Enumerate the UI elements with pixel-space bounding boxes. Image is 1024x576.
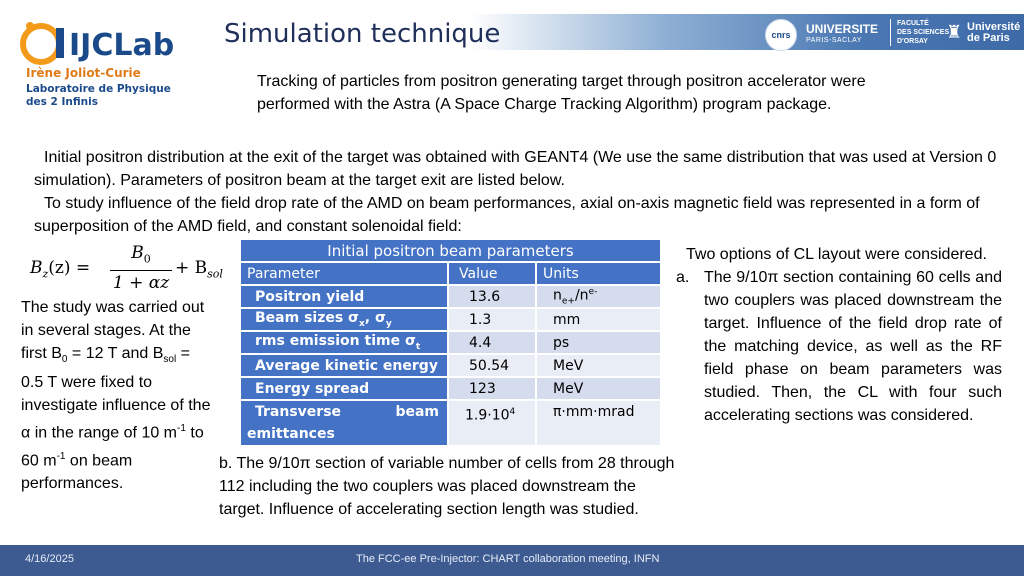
option-b-paragraph: b. The 9/10π section of variable number of cells from 28 through 112 including the two couplers was placed downstream the target. Influence of accelerating section length was studied. xyxy=(219,455,675,518)
header-parameter: Parameter xyxy=(241,262,448,285)
option-a-label: a. xyxy=(676,269,690,286)
unit-cell: MeV xyxy=(536,354,661,377)
param-cell: Energy spread xyxy=(241,377,448,400)
fac-line3: D'ORSAY xyxy=(897,38,928,45)
logo-line1: Irène Joliot-Curie xyxy=(26,66,141,80)
layout-options-paragraph xyxy=(676,243,1002,427)
options-intro: Two options of CL layout were considered. xyxy=(686,246,987,263)
value-cell: 13.6 xyxy=(448,285,536,308)
value-cell: $1.9\cdot 10^4$ xyxy=(448,400,536,446)
universite-de-paris-logo xyxy=(967,22,1020,44)
body-paragraphs xyxy=(36,146,1021,238)
table-row xyxy=(241,331,661,354)
table-row xyxy=(241,400,661,446)
footer-date: 4/16/2025 xyxy=(25,553,74,565)
logo-line2: Laboratoire de Physique xyxy=(26,83,171,95)
unit-cell: MeV xyxy=(536,377,661,400)
fac-line1: FACULTÉ xyxy=(897,20,929,27)
table-row xyxy=(241,354,661,377)
universite-de-paris-icon: ♜ xyxy=(946,22,963,42)
footer-title: The FCC-ee Pre-Injector: CHART collaboration meeting, INFN xyxy=(356,553,660,565)
param-cell: Positron yield xyxy=(241,285,448,308)
cnrs-logo: cnrs xyxy=(765,19,797,51)
table-row xyxy=(241,308,661,331)
field-formula xyxy=(30,242,235,294)
param-cell: Average kinetic energy xyxy=(241,354,448,377)
formula-fraction: $B_0$ 1 + αz xyxy=(110,242,172,295)
ijclab-logo xyxy=(14,14,179,124)
table-caption-row xyxy=(241,240,661,262)
page-title: Simulation technique xyxy=(224,19,501,49)
logo-line3: des 2 Infinis xyxy=(26,96,98,108)
param-cell: rms emission time $\sigma_t$ xyxy=(241,331,448,354)
ups-sub: PARIS-SACLAY xyxy=(806,37,862,44)
faculte-logo xyxy=(890,19,949,46)
value-cell: 4.4 xyxy=(448,331,536,354)
table-caption: Initial positron beam parameters xyxy=(241,240,661,262)
param-cell: Beam sizes $\sigma_x$, $\sigma_y$ xyxy=(241,308,448,331)
paragraph-distribution: Initial positron distribution at the exit of the target was obtained with GEANT4 (We use the same distribution that was used at Version 0 simulation). Parameters of positron beam at the target exit are listed below. xyxy=(34,149,997,189)
value-cell: 123 xyxy=(448,377,536,400)
stages-paragraph: The study was carried out in several stages. At the first $B_0 = 12$ T and $B_{sol} = 0.5$ T were fixed to investigate influence of the α in the range of 10 $m^{-1}$ to 60 $m^{-1}$ on beam performances. xyxy=(21,299,211,492)
option-a-text: The 9/10π section containing 60 cells and two couplers was placed downstream the target. Influence of the field drop rate of the matching device, as well as the RF field phase on beam parameters was studied. Then, the CL with four such accelerating sections was considered. xyxy=(704,269,1002,424)
ups-main: UNIVERSITE xyxy=(806,22,879,36)
table-header-row xyxy=(241,262,661,285)
header-value: Value xyxy=(448,262,536,285)
unit-cell: π·mm·mrad xyxy=(536,400,661,446)
formula-lhs: $B_z(z)$ = xyxy=(30,258,91,281)
upc-line1: Université xyxy=(967,21,1021,33)
fac-line2: DES SCIENCES xyxy=(897,29,950,36)
formula-plus-term: + $B_{sol}$ xyxy=(175,258,223,281)
paragraph-field: To study influence of the field drop rate of the AMD on beam performances, axial on-axis magnetic field was represented in a form of superposition of the AMD field, and constant solenoidal field: xyxy=(34,195,980,235)
param-cell: Transverse beam emittances xyxy=(241,400,448,446)
upc-line2: de Paris xyxy=(967,32,1010,44)
header-units: Units xyxy=(536,262,661,285)
unit-cell: ps xyxy=(536,331,661,354)
logo-brand: IJCLab xyxy=(69,28,175,63)
beam-parameters-table xyxy=(241,240,662,447)
table-row xyxy=(241,285,661,308)
value-cell: 50.54 xyxy=(448,354,536,377)
paris-saclay-logo xyxy=(806,23,878,47)
unit-cell: mm xyxy=(536,308,661,331)
unit-cell: $n_{e+}/n^{e-}$ xyxy=(536,285,661,308)
option-a xyxy=(676,266,1002,427)
intro-paragraph: Tracking of particles from positron generating target through positron accelerator were performed with the Astra (A Space Charge Tracking Algorithm) program package. xyxy=(257,73,866,113)
table-row xyxy=(241,377,661,400)
value-cell: 1.3 xyxy=(448,308,536,331)
